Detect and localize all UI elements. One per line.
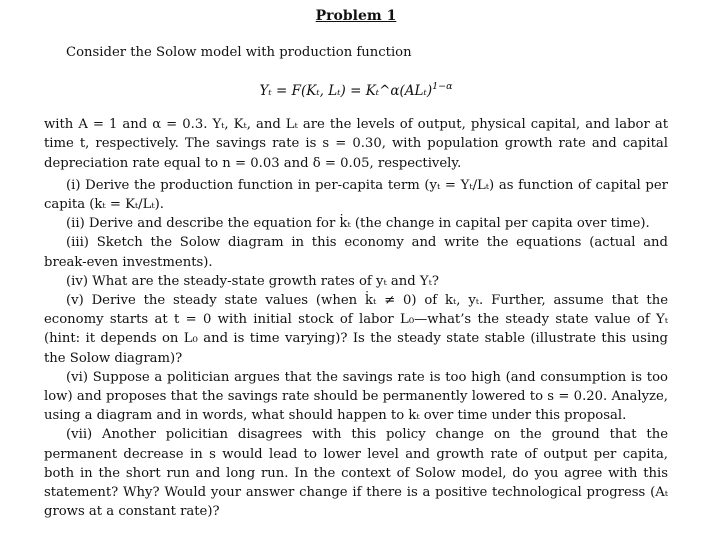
- model-description: with A = 1 and α = 0.3. Yₜ, Kₜ, and Lₜ are the levels of output, physical capital, and labor at time t, respectively. The savings rate is s = 0.30, with population growth rate and capital depreciation rate equal to n = 0.03 and δ = 0.05, respectively.: [44, 117, 668, 171]
- intro-text: Consider the Solow model with production function: [66, 45, 412, 60]
- question-i: (i) Derive the production function in per-capita term (yₜ = Yₜ/Lₜ) as function of capital per capita (kₜ = Kₜ/Lₜ).: [44, 177, 668, 213]
- question-vi: (vi) Suppose a politician argues that the savings rate is too high (and consumption is too low) and proposes that the savings rate should be permanently lowered to s = 0.20. Analyze, using a diagram and in words, what should happen to kₜ over time under this proposal.: [44, 369, 668, 424]
- production-function-equation: [44, 77, 668, 101]
- equation-main: Yₜ = F(Kₜ, Lₜ) = Kₜ^α(ALₜ): [259, 83, 433, 100]
- question-v: (v) Derive the steady state values (when k̇ₜ ≠ 0) of kₜ, yₜ. Further, assume that the economy starts at t = 0 with initial stock of labor L₀—what’s the steady state value of Yₜ (hint: it depends on L₀ and is time varying)? Is the steady state stable (illustrate this using the Solow diagram)?: [44, 293, 668, 366]
- question-iv: (iv) What are the steady-state growth rates of yₜ and Yₜ?: [66, 273, 439, 289]
- question-vii: (vii) Another policitian disagrees with this policy change on the ground that the permanent decrease in s would lead to lower level and growth rate of output per capita, both in the short run and long run. In the context of Solow model, do you agree with this statement? Why? Would your answer change if there is a positive technological progress (Aₜ grows at a constant rate)?: [44, 427, 668, 520]
- equation-exponent: 1−α: [432, 81, 453, 93]
- question-iii: (iii) Sketch the Solow diagram in this economy and write the equations (actual and break-even investments).: [44, 235, 668, 270]
- problem-title: Problem 1: [315, 8, 397, 24]
- question-ii: (ii) Derive and describe the equation for k̇ₜ (the change in capital per capita over time).: [66, 216, 650, 232]
